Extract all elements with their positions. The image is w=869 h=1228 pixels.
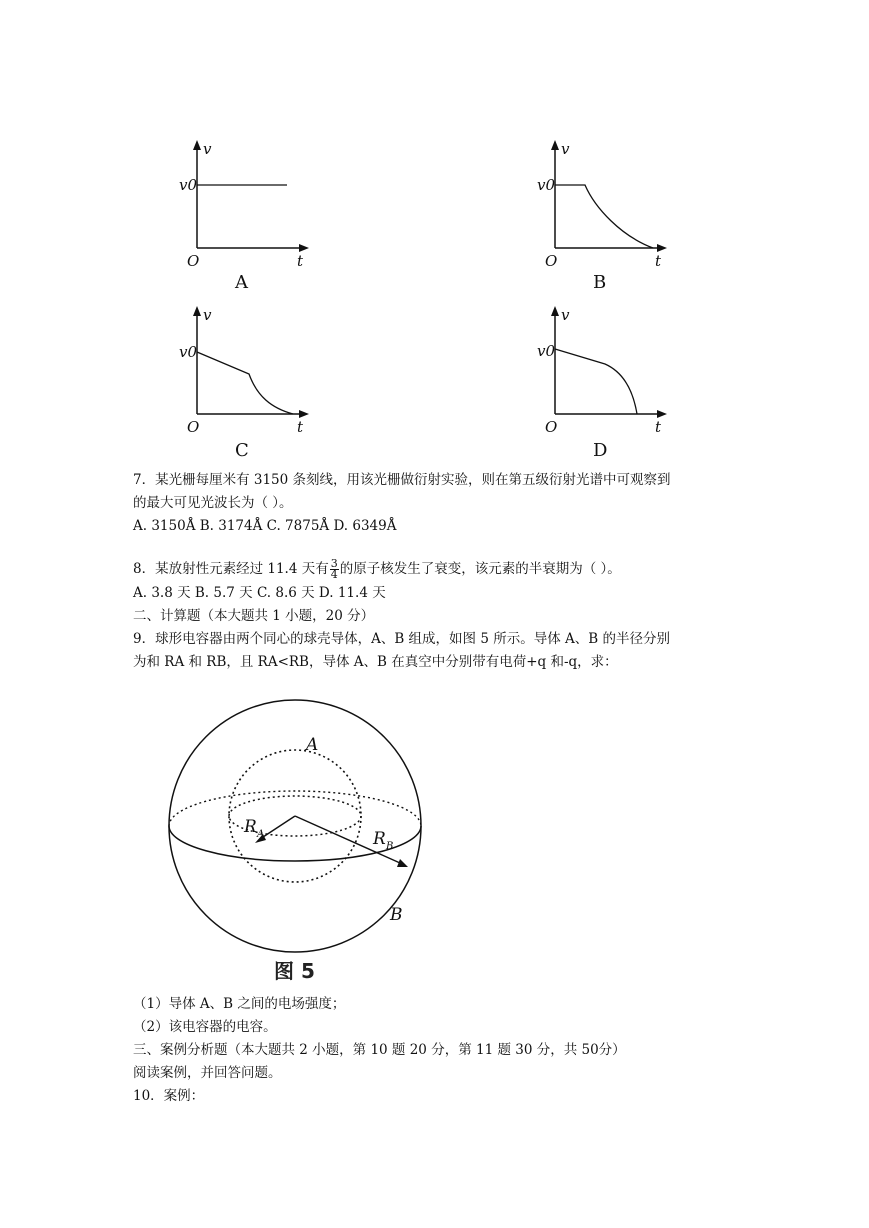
section3-instruction: 阅读案例，并回答问题。 [133, 1065, 282, 1081]
radius-ra-line [260, 816, 295, 839]
q8-options: A. 3.8 天 B. 5.7 天 C. 8.6 天 D. 11.4 天 [133, 585, 386, 601]
label-ra-subscript: A [257, 829, 265, 840]
q7-options: A. 3150Å B. 3174Å C. 7875Å D. 6349Å [133, 518, 397, 534]
label-v0: v0 [537, 176, 556, 194]
label-v0: v0 [537, 342, 556, 360]
label-rb-subscript: B [386, 841, 394, 852]
q8-line [133, 559, 621, 580]
label-rb: R [373, 829, 386, 849]
v-axis-arrow [551, 140, 559, 150]
q9-part1: （1）导体 A、B 之间的电场强度； [133, 996, 346, 1012]
fraction-denominator: 4 [330, 568, 338, 581]
label-origin: O [545, 252, 558, 270]
curve-d [555, 349, 637, 414]
axis-label-v: v [203, 306, 212, 324]
fraction-numerator: 3 [330, 557, 338, 570]
label-origin: O [187, 252, 200, 270]
figure-5-svg [168, 688, 438, 988]
label-origin: O [187, 418, 200, 436]
curve-c [197, 352, 293, 414]
figure-5 [168, 688, 438, 992]
graph-d-svg [533, 304, 673, 464]
graph-label: B [593, 272, 607, 293]
curve-b [555, 185, 653, 248]
graph-c [175, 304, 315, 464]
axis-label-t: t [297, 252, 304, 270]
outer-sphere-b [169, 700, 421, 952]
graph-label: C [235, 440, 249, 461]
graph-label: D [593, 440, 608, 461]
v-axis-arrow [551, 306, 559, 316]
axis-label-v: v [561, 306, 570, 324]
q8-fraction [330, 559, 339, 580]
label-a: A [306, 735, 319, 755]
radius-rb-arrow [397, 859, 408, 867]
label-ra: R [244, 817, 257, 837]
axis-label-v: v [561, 140, 570, 158]
graph-b [533, 138, 673, 298]
v-axis-arrow [193, 306, 201, 316]
graph-label: A [235, 272, 248, 293]
label-v0: v0 [179, 343, 198, 361]
v-axis-arrow [193, 140, 201, 150]
q8-text-after: 的原子核发生了衰变，该元素的半衰期为（ ）。 [339, 561, 621, 577]
axis-label-v: v [203, 140, 212, 158]
t-axis-arrow [299, 244, 309, 252]
q9-line1: 9．球形电容器由两个同心的球壳导体，A、B 组成，如图 5 所示。导体 A、B 的半径分别 [133, 631, 670, 647]
q7-line2: 的最大可见光波长为（ ）。 [133, 495, 293, 511]
t-axis-arrow [657, 410, 667, 418]
outer-equator-back [169, 791, 421, 826]
label-b: B [390, 905, 403, 925]
graph-c-svg [175, 304, 315, 464]
q9-line2: 为和 RA 和 RB，且 RA<RB，导体 A、B 在真空中分别带有电荷+q 和-q，求： [133, 654, 618, 670]
graph-a [175, 138, 315, 298]
axis-label-t: t [297, 418, 304, 436]
q10-heading: 10．案例： [133, 1088, 205, 1104]
graph-d [533, 304, 673, 464]
section3-heading: 三、案例分析题（本大题共 2 小题，第 10 题 20 分，第 11 题 30 分，共 50分） [133, 1042, 626, 1058]
axis-label-t: t [655, 252, 662, 270]
figure-caption: 图 5 [274, 959, 315, 983]
section2-heading: 二、计算题（本大题共 1 小题，20 分） [133, 608, 375, 624]
q9-part2: （2）该电容器的电容。 [133, 1019, 277, 1035]
t-axis-arrow [299, 410, 309, 418]
q7-line1: 7．某光栅每厘米有 3150 条刻线，用该光栅做衍射实验，则在第五级衍射光谱中可观察到 [133, 472, 671, 488]
t-axis-arrow [657, 244, 667, 252]
graph-b-svg [533, 138, 673, 298]
label-origin: O [545, 418, 558, 436]
label-v0: v0 [179, 176, 198, 194]
graph-a-svg [175, 138, 315, 298]
q8-text-before: 8．某放射性元素经过 11.4 天有 [133, 561, 329, 577]
axis-label-t: t [655, 418, 662, 436]
